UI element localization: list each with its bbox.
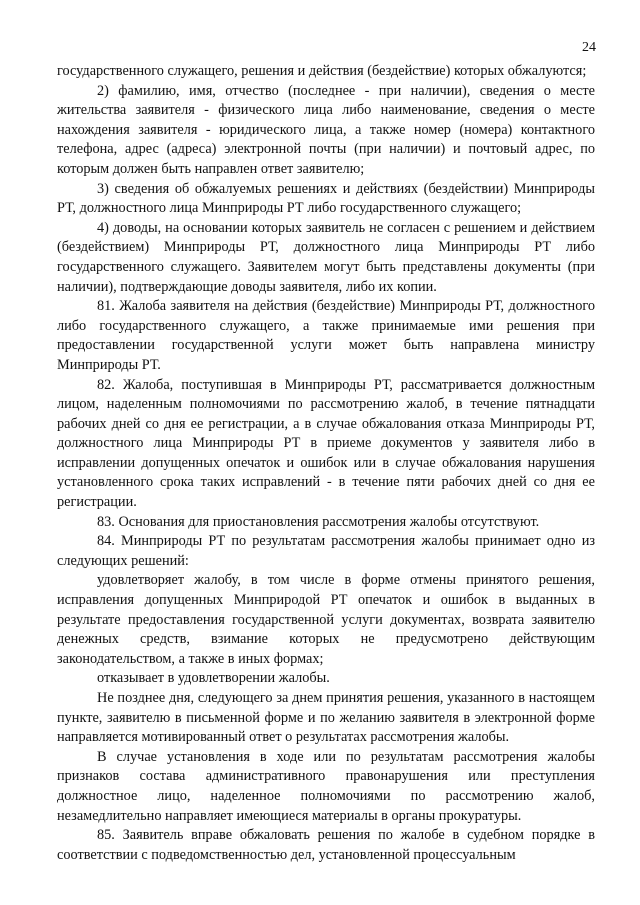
paragraph-decision-satisfy: удовлетворяет жалобу, в том числе в форме отмены принятого решения, исправления допущенных Минприродой РТ опечаток и ошибок в выданных в результате предоставления государственной услуги документах, возврата заявителю денежных средств, взимание которых не предусмотрено действующим законодательством, а также в иных формах;: [57, 572, 595, 667]
paragraph-response-deadline: Не позднее дня, следующего за днем принятия решения, указанного в настоящем пункте, заявителю в письменной форме и по желанию заявителя в электронной форме направляется мотивированный ответ о результатах рассмотрения жалобы.: [57, 690, 595, 746]
paragraph-decision-refuse: отказывает в удовлетворении жалобы.: [97, 670, 330, 687]
paragraph-81: 81. Жалоба заявителя на действия (бездействие) Минприроды РТ, должностного либо государственного служащего, а также принимаемые ими решения при предоставлении государственной услуги может быть направлена министру Минприроды РТ.: [57, 298, 595, 373]
paragraph-84: 84. Минприроды РТ по результатам рассмотрения жалобы принимает одно из следующих решений:: [57, 533, 595, 569]
paragraph-continuation: государственного служащего, решения и действия (бездействие) которых обжалуются;: [57, 63, 587, 79]
body-text: [57, 62, 595, 865]
page-number: 24: [582, 40, 596, 55]
paragraph-item-3: 3) сведения об обжалуемых решениях и действиях (бездействии) Минприроды РТ, должностного лица Минприроды РТ либо государственного служащего;: [57, 180, 595, 217]
paragraph-82: 82. Жалоба, поступившая в Минприроды РТ, рассматривается должностным лицом, наделенным полномочиями по рассмотрению жалоб, в течение пятнадцати рабочих дней со дня ее регистрации, а в случае обжалования отказа Минприроды РТ, должностного лица Минприроды РТ в приеме документов у заявителя либо в исправлении допущенных опечаток и ошибок или в случае обжалования нарушения установленного срока таких исправлений - в течение пяти рабочих дней со дня ее регистрации.: [57, 376, 595, 511]
paragraph-item-4: 4) доводы, на основании которых заявитель не согласен с решением и действием (бездействием) Минприроды РТ, должностного лица Минприроды РТ либо государственного служащего. Заявителем могут быть представлены документы (при наличии), подтверждающие доводы заявителя, либо их копии.: [57, 219, 595, 295]
paragraph-prosecution: В случае установления в ходе или по результатам рассмотрения жалобы признаков состава административного правонарушения или преступления должностное лицо, наделенное полномочиями по рассмотрению жалоб, незамедлительно направляет имеющиеся материалы в органы прокуратуры.: [57, 748, 595, 824]
paragraph-85: 85. Заявитель вправе обжаловать решения по жалобе в судебном порядке в соответствии с подведомственностью дел, установленной процессуальным: [57, 827, 595, 863]
paragraph-item-2: 2) фамилию, имя, отчество (последнее - при наличии), сведения о месте жительства заявителя - физического лица либо наименование, сведения о месте нахождения заявителя - юридического лица, а также номер (номера) контактного телефона, адрес (адреса) электронной почты (при наличии) и почтовый адрес, по которым должен быть направлен ответ заявителю;: [57, 82, 595, 177]
paragraph-83: 83. Основания для приостановления рассмотрения жалобы отсутствуют.: [97, 513, 540, 530]
